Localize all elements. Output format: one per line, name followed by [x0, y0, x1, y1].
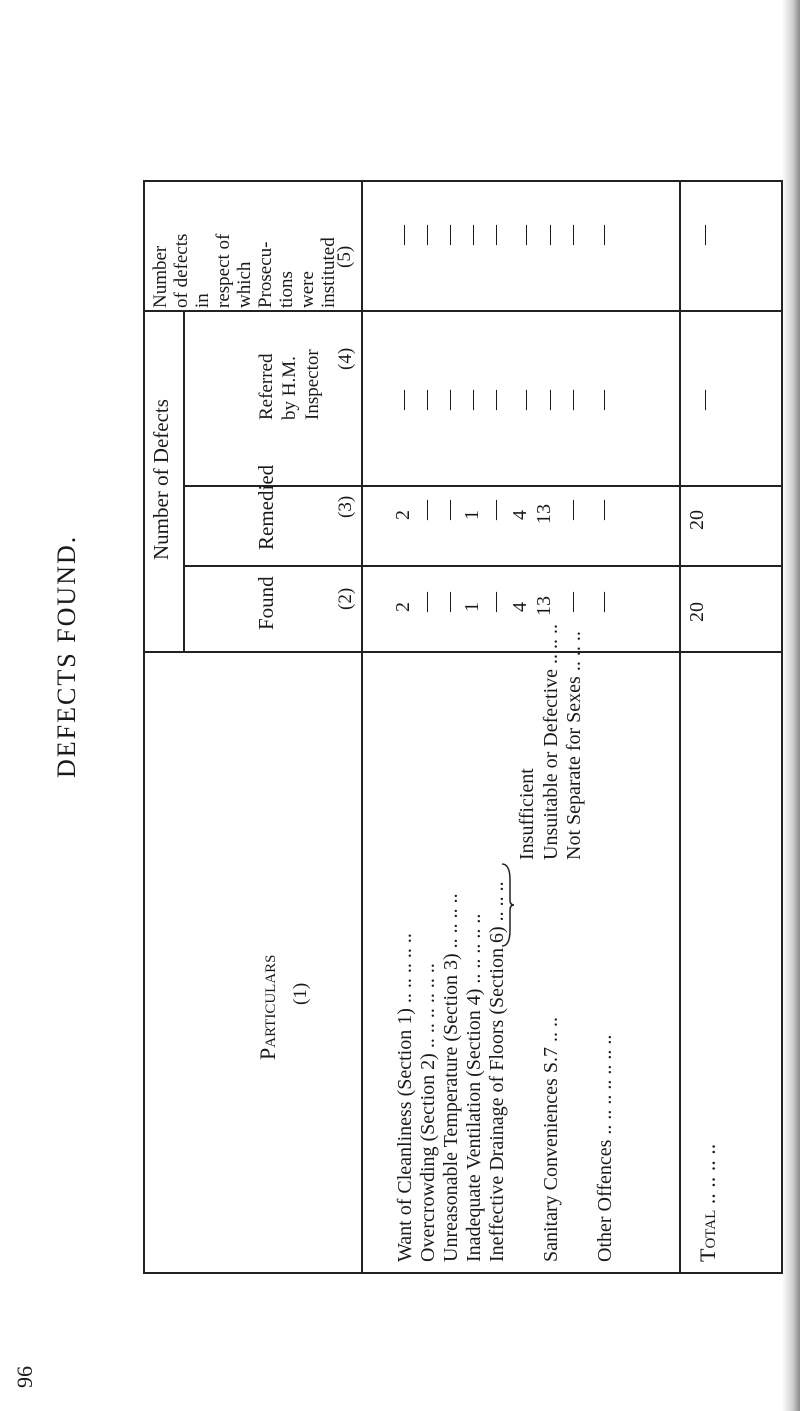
- cell-found-3: 1: [461, 602, 483, 612]
- col-prosecutions-number: (5): [334, 245, 355, 268]
- cell-remedied-3: 1: [461, 510, 483, 520]
- cell-remedied-4: —: [484, 500, 506, 520]
- cell-referred-7: —: [561, 390, 583, 410]
- row-label-cleanliness: Want of Cleanliness (Section 1) .. .. .. .. ..: [394, 933, 416, 1262]
- row-label-sanitary: Sanitary Conveniences S.7 .. ..: [540, 1017, 562, 1262]
- cell-prosecutions-7: —: [561, 225, 583, 245]
- cell-prosecutions-3: —: [461, 225, 483, 245]
- sanitary-bracket: [500, 860, 516, 950]
- cell-prosecutions-2: —: [438, 225, 460, 245]
- col-remedied-header: Remedied: [254, 464, 278, 550]
- cell-found-5: 4: [509, 602, 531, 612]
- cell-found-8: —: [592, 592, 614, 612]
- cell-referred-4: —: [484, 390, 506, 410]
- row-label-temperature: Unreasonable Temperature (Section 3) .. .. .. ..: [440, 893, 462, 1262]
- cell-prosecutions-6: —: [538, 225, 560, 245]
- page-edge-shadow: [782, 0, 800, 1411]
- cell-found-2: —: [438, 592, 460, 612]
- cell-found-4: —: [484, 592, 506, 612]
- col-remedied-number: (3): [335, 495, 356, 518]
- table-right-rule: [781, 180, 783, 1274]
- cell-referred-1: —: [415, 390, 437, 410]
- col-found-header: Found: [254, 576, 278, 630]
- table-bottom-rule: [143, 1272, 783, 1274]
- col5-rule: [143, 310, 783, 312]
- cell-prosecutions-1: —: [415, 225, 437, 245]
- col-referred-number: (4): [335, 347, 356, 370]
- cell-remedied-5: 4: [509, 510, 531, 520]
- cell-remedied-total: 20: [686, 510, 708, 530]
- group-header-number-of-defects: Number of Defects: [149, 399, 173, 560]
- page-number: 96: [12, 1366, 37, 1388]
- cell-found-total: 20: [686, 602, 708, 622]
- row-label-ventilation: Inadequate Ventilation (Section 4) .. .. .. .. ..: [463, 913, 485, 1262]
- row-label-other-offences: Other Offences .. .. .. .. .. .. ..: [594, 1034, 616, 1262]
- row-label-insufficient: Insufficient: [516, 768, 538, 860]
- col-prosecutions-header: Number of defects in respect of which Prosecu- tions were instituted: [150, 233, 339, 308]
- cell-remedied-7: —: [561, 500, 583, 520]
- group-header-rule: [183, 310, 185, 651]
- header-body-rule: [361, 180, 363, 1274]
- cell-referred-2: —: [438, 390, 460, 410]
- row-label-total: Total .. .. .. ..: [695, 1143, 720, 1262]
- cell-prosecutions-5: —: [514, 225, 536, 245]
- cell-remedied-8: —: [592, 500, 614, 520]
- col3-rule: [183, 565, 783, 567]
- cell-referred-8: —: [592, 390, 614, 410]
- cell-remedied-1: —: [415, 500, 437, 520]
- cell-found-0: 2: [392, 602, 414, 612]
- row-label-not-separate: Not Separate for Sexes .. .. ..: [563, 631, 585, 860]
- cell-prosecutions-4: —: [484, 225, 506, 245]
- col2-rule: [143, 651, 783, 653]
- cell-found-7: —: [561, 592, 583, 612]
- cell-found-6: 13: [533, 596, 555, 616]
- row-label-overcrowding: Overcrowding (Section 2) .. .. .. .. .. ..: [417, 963, 439, 1262]
- cell-referred-total: —: [693, 390, 715, 410]
- row-label-unsuitable: Unsuitable or Defective .. .. ..: [540, 623, 562, 860]
- cell-referred-3: —: [461, 390, 483, 410]
- table-left-rule: [143, 180, 145, 1274]
- col-referred-header: Referred by H.M. Inspector: [256, 349, 323, 420]
- cell-referred-0: —: [392, 390, 414, 410]
- col-particulars-header: Particulars: [255, 954, 280, 1060]
- cell-referred-5: —: [514, 390, 536, 410]
- cell-referred-6: —: [538, 390, 560, 410]
- cell-prosecutions-0: —: [392, 225, 414, 245]
- cell-remedied-0: 2: [392, 510, 414, 520]
- col-found-number: (2): [335, 587, 356, 610]
- table-top-rule: [143, 180, 783, 182]
- cell-prosecutions-total: —: [693, 225, 715, 245]
- col-particulars-number: (1): [290, 982, 311, 1005]
- cell-remedied-2: —: [438, 500, 460, 520]
- page-heading: DEFECTS FOUND.: [52, 534, 81, 778]
- row-label-drainage: Ineffective Drainage of Floors (Section 6) .. .. ..: [486, 881, 508, 1262]
- cell-prosecutions-8: —: [592, 225, 614, 245]
- total-rule: [679, 180, 681, 1274]
- cell-remedied-6: 13: [533, 504, 555, 524]
- cell-found-1: —: [415, 592, 437, 612]
